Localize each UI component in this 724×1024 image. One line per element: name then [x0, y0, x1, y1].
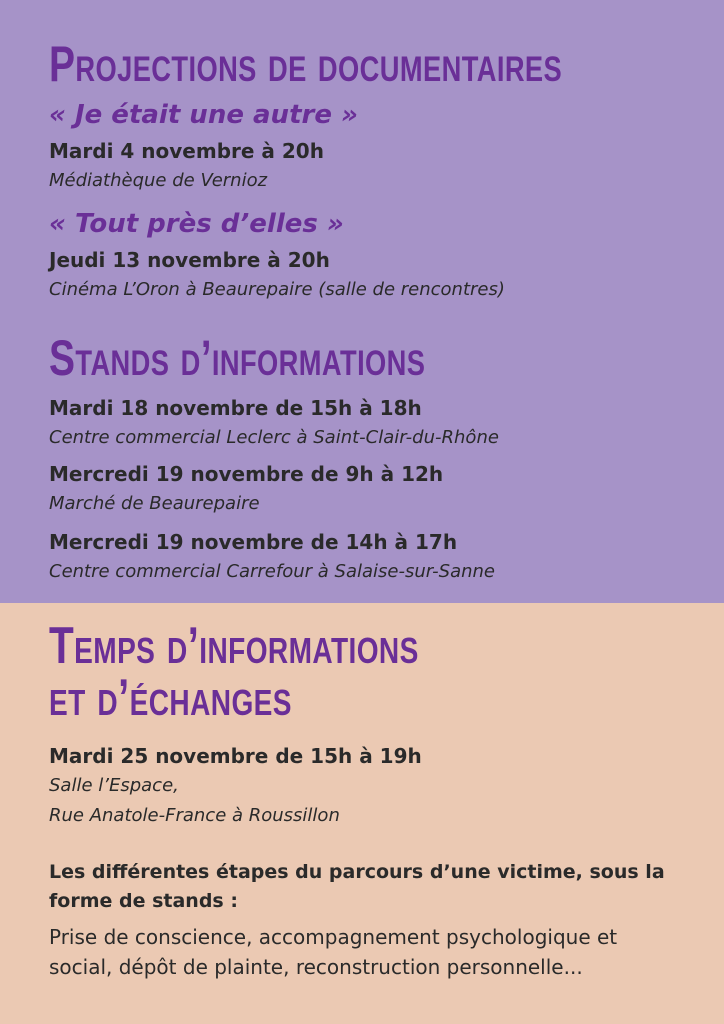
- stand-date-1: Mardi 18 novembre de 15h à 18h: [49, 396, 422, 420]
- projections-heading: Projections de documentaires: [49, 36, 563, 92]
- stand-place-1: Centre commercial Leclerc à Saint-Clair-du-Rhône: [49, 427, 499, 448]
- exchanges-heading: [49, 617, 419, 727]
- stand-place-3: Centre commercial Carrefour à Salaise-sur-Sanne: [49, 561, 495, 582]
- exchanges-date: Mardi 25 novembre de 15h à 19h: [49, 744, 422, 768]
- film-title-2: « Tout près d’elles »: [49, 209, 344, 239]
- stand-place-2: Marché de Beaurepaire: [49, 493, 260, 514]
- film-date-2: Jeudi 13 novembre à 20h: [49, 248, 330, 272]
- stand-date-3: Mercredi 19 novembre de 14h à 17h: [49, 530, 458, 554]
- exchanges-place-line-1: Salle l’Espace,: [49, 775, 179, 796]
- film-title-1: « Je était une autre »: [49, 100, 358, 130]
- exchanges-heading-line-1: Temps d’informations: [49, 617, 419, 675]
- film-place-1: Médiathèque de Vernioz: [49, 170, 268, 191]
- film-place-2: Cinéma L’Oron à Beaurepaire (salle de rencontres): [49, 279, 505, 300]
- exchanges-place-line-2: Rue Anatole-France à Roussillon: [49, 805, 340, 826]
- film-date-1: Mardi 4 novembre à 20h: [49, 139, 324, 163]
- stand-date-2: Mercredi 19 novembre de 9h à 12h: [49, 462, 444, 486]
- exchanges-description: Prise de conscience, accompagnement psychologique et social, dépôt de plainte, reconstruction personnelle...: [49, 925, 618, 979]
- exchanges-heading-line-2: et d’échanges: [49, 669, 292, 727]
- exchanges-intro: Les différentes étapes du parcours d’une victime, sous la forme de stands :: [49, 861, 665, 912]
- stands-heading: Stands d’informations: [49, 330, 426, 386]
